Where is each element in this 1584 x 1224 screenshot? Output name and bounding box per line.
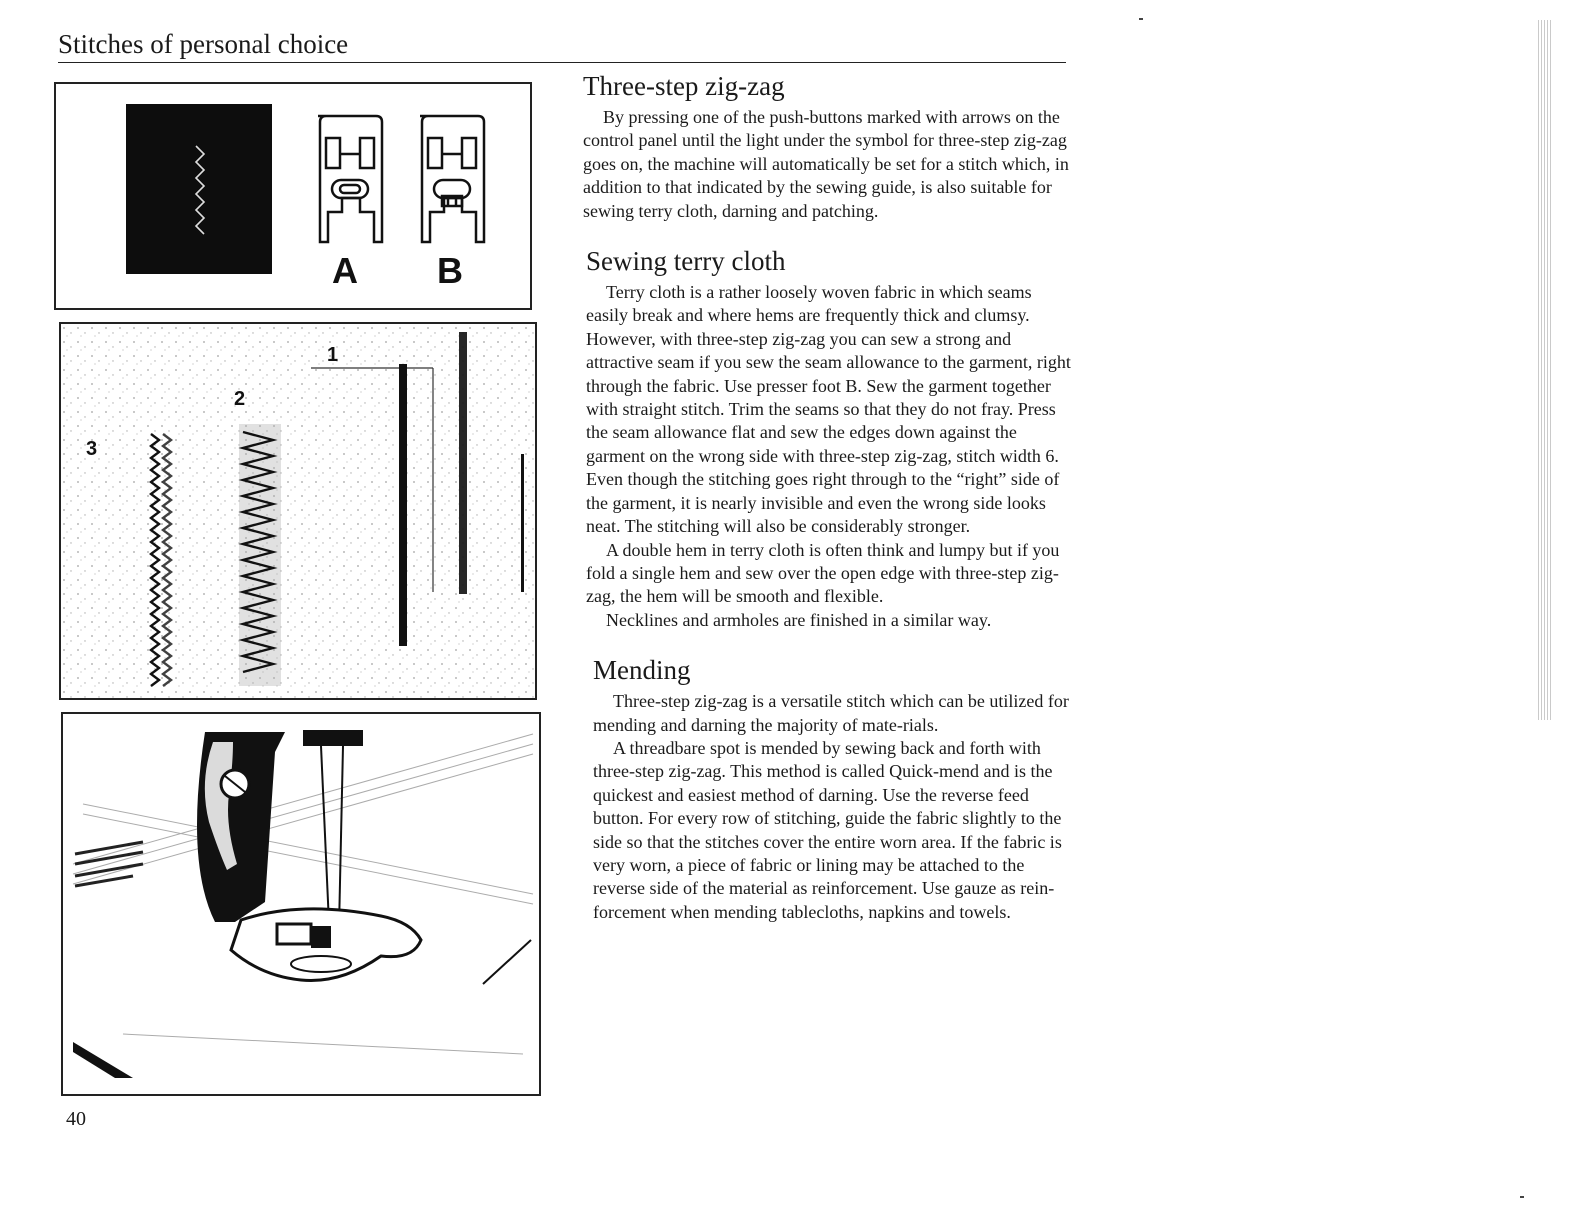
mending-figure [61, 712, 541, 1096]
paragraph: Terry cloth is a rather loosely woven fabric in which seams easily break and where hems are frequently thick and clumsy. However, with three-step zig-zag you can sew a strong and attractive seam if you sew the seam allowance to the garment, right through the fabric. Use presser foot B. Sew the garment together with straight stitch. Trim the seams so that they do not fray. Press the seam allowance flat and sew the edges down against the garment on the wrong side with three-step zig-zag, stitch width 6. Even though the stitching goes right through to the “right” side of the garment, it is nearly invisible and even the wrong side looks neat. The stitching will also be considerably stronger. [586, 282, 1071, 537]
presser-foot-sewing-illustration [63, 714, 539, 1094]
paragraph: A threadbare spot is mended by sewing back and forth with three-step zig-zag. This method is called Quick-mend and is the quickest and easiest method of darning. Use the reverse feed button. For every row of stitching, guide the fabric slightly to the side so that the stitches cover the entire worn area. If the fabric is very worn, a piece of fabric or lining may be attached to the reverse side of the material as reinforcement. Use gauze as rein-forcement when mending tablecloths, napkins and towels. [593, 737, 1062, 922]
paragraph: Three-step zig-zag is a versatile stitch which can be utilized for mending and darning the majority of mate-rials. [593, 691, 1069, 735]
paragraph: A double hem in terry cloth is often think and lumpy but if you fold a single hem and sew over the open edge with three-step zig-zag, the hem will be smooth and flexible. [586, 539, 1060, 607]
section-mending [593, 654, 1075, 924]
page-title: Stitches of personal choice [58, 28, 1066, 63]
stage-3-label: 3 [86, 438, 98, 460]
section-sewing-terry-cloth [586, 245, 1075, 632]
section-heading: Sewing terry cloth [586, 246, 786, 277]
page-number: 40 [66, 1108, 86, 1130]
presser-feet-figure [54, 82, 532, 310]
section-heading: Three-step zig-zag [583, 71, 785, 101]
text-column [583, 70, 1075, 946]
stage-1-label: 1 [327, 344, 339, 366]
paragraph: By pressing one of the push-buttons marked with arrows on the control panel until the light under the symbol for three-step zig-zag goes on, the machine will automatically be set for a stitch which, in addition to that indicated by the sewing guide, is also suitable for sewing terry cloth, darning and patching. [583, 107, 1069, 221]
stage-2-label: 2 [234, 388, 246, 410]
paragraph: Necklines and armholes are finished in a similar way. [606, 609, 992, 630]
scan-speck [1139, 18, 1143, 20]
terry-cloth-illustration [61, 324, 535, 698]
foot-a-label: A [332, 250, 358, 291]
section-three-step-zig-zag [583, 70, 1075, 223]
foot-b-label: B [437, 250, 463, 291]
scan-speck [1520, 1196, 1524, 1198]
section-heading: Mending [593, 655, 691, 686]
terry-cloth-figure [59, 322, 537, 700]
scan-edge-artifact [1538, 20, 1552, 720]
